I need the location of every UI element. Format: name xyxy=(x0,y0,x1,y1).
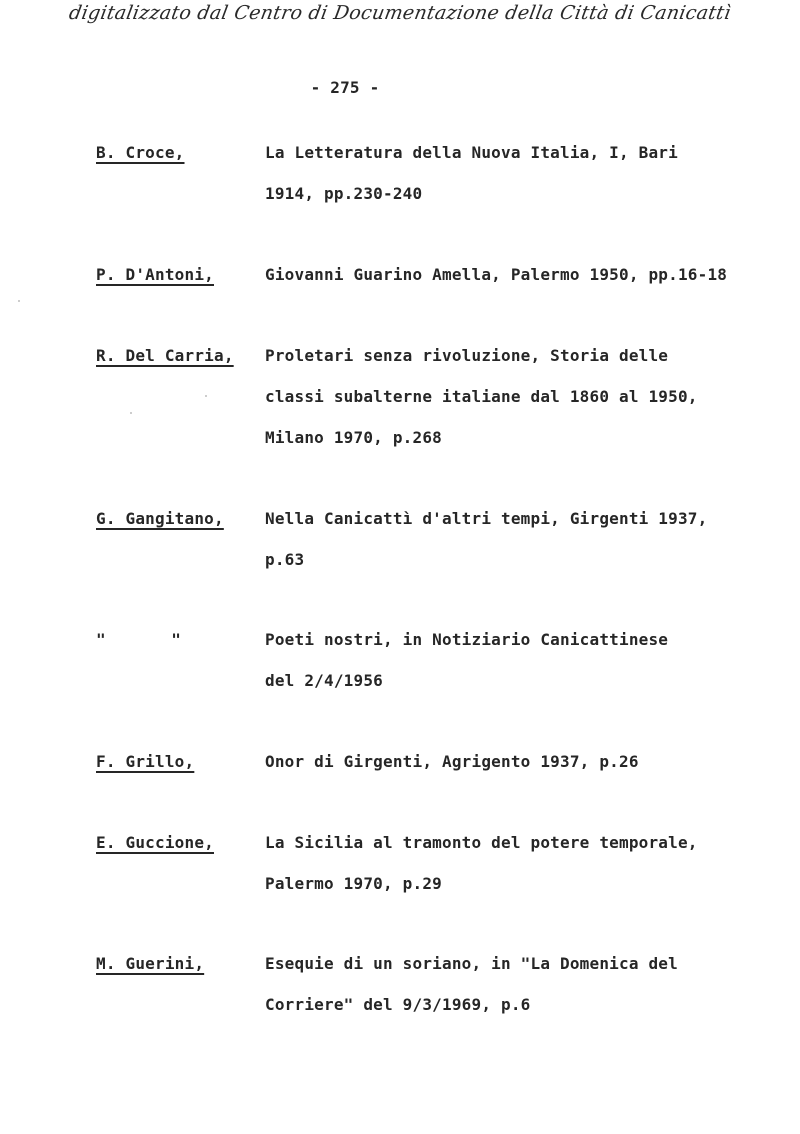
reference-line: Onor di Girgenti, Agrigento 1937, p.26 xyxy=(265,752,639,771)
reference-line: p.63 xyxy=(265,550,305,569)
entry-reference xyxy=(265,752,639,793)
reference-line: Proletari senza rivoluzione, Storia delle xyxy=(265,346,669,365)
scan-speck xyxy=(130,412,132,414)
scan-speck xyxy=(205,395,207,397)
reference-line: Milano 1970, p.268 xyxy=(265,428,442,447)
entry-reference xyxy=(265,143,678,225)
reference-line: Nella Canicattì d'altri tempi, Girgenti 1937, xyxy=(265,509,708,528)
digitization-watermark: digitalizzato dal Centro di Documentazione della Città di Canicattì xyxy=(67,2,733,24)
entry-author: M. Guerini, xyxy=(96,954,205,973)
reference-line: Corriere" del 9/3/1969, p.6 xyxy=(265,995,531,1014)
entry-author: G. Gangitano, xyxy=(96,509,224,528)
reference-line: Esequie di un soriano, in "La Domenica del xyxy=(265,954,678,973)
entry-reference xyxy=(265,509,707,591)
reference-line: del 2/4/1956 xyxy=(265,671,383,690)
entry-reference xyxy=(265,265,727,306)
entry-reference xyxy=(265,630,668,712)
entry-author: E. Guccione, xyxy=(96,833,214,852)
reference-line: Palermo 1970, p.29 xyxy=(265,874,442,893)
reference-line: 1914, pp.230-240 xyxy=(265,184,423,203)
entry-author: R. Del Carria, xyxy=(96,346,234,365)
entry-author: F. Grillo, xyxy=(96,752,195,771)
reference-line: Poeti nostri, in Notiziario Canicattinese xyxy=(265,630,669,649)
entry-author: B. Croce, xyxy=(96,143,185,162)
page-number: - 275 - xyxy=(310,78,380,97)
reference-line: La Letteratura della Nuova Italia, I, Bari xyxy=(265,143,678,162)
entry-reference xyxy=(265,346,698,469)
reference-line: Giovanni Guarino Amella, Palermo 1950, pp.16-18 xyxy=(265,265,728,284)
reference-line: classi subalterne italiane dal 1860 al 1950, xyxy=(265,387,698,406)
scan-speck xyxy=(18,300,20,302)
entry-author: P. D'Antoni, xyxy=(96,265,214,284)
reference-line: La Sicilia al tramonto del potere temporale, xyxy=(265,833,698,852)
entry-reference xyxy=(265,833,698,915)
ditto-marks: " " xyxy=(96,630,209,649)
entry-reference xyxy=(265,954,678,1036)
